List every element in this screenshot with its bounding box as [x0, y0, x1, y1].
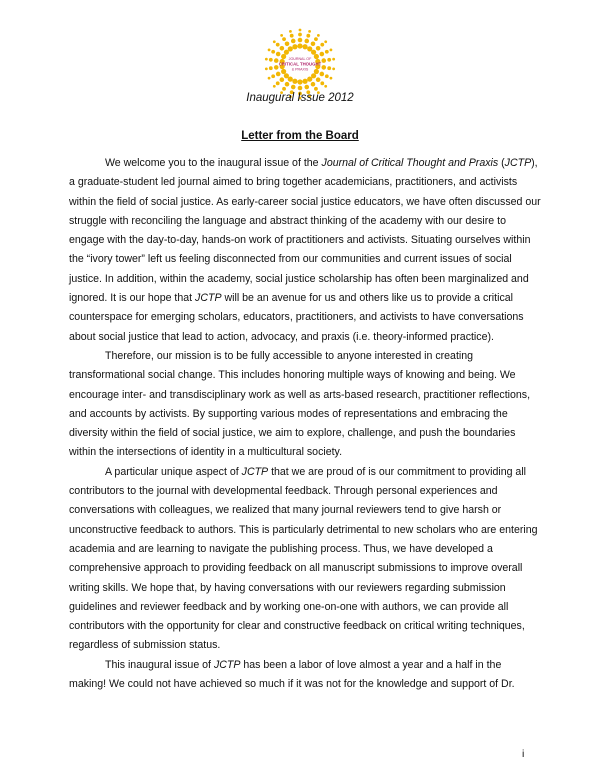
logo-ray-dot: [273, 40, 276, 43]
logo-ray-dot: [325, 74, 329, 78]
logo-ray-dot: [320, 43, 324, 47]
paragraph-text: (: [498, 157, 505, 169]
logo-ray-dot: [271, 50, 275, 54]
page-number: i: [522, 748, 525, 760]
logo-ray-dot: [314, 37, 318, 41]
logo-ray-dot: [292, 44, 297, 49]
logo-ray-dot: [332, 58, 335, 61]
logo-ray-dot: [276, 52, 281, 57]
italic-text: Journal of Critical Thought and Praxis: [321, 157, 499, 169]
journal-logo: [262, 24, 338, 100]
sunburst-logo-graphic: [262, 24, 338, 100]
logo-ray-dot: [332, 67, 335, 70]
logo-ray-dot: [265, 58, 268, 61]
paragraph-text: ), a graduate-student led journal aimed to bring together academicians, practitioners, and activists within the field of social justice. As early-career social justice educators, we have often discussed our struggle with reconciling the language and abstract thinking of the academy with our desire to engage with the day-to-day, hands-on work of practitioners and activists. Situating ourselves within the “ivory tower” left us feeling disconnected from our communities and current issues of social justice. In addition, within the academy, social justice scholarship has often been marginalized and ignored. It is our hope that: [69, 157, 541, 305]
logo-ray-dot: [281, 69, 286, 74]
logo-ray-dot: [282, 37, 286, 41]
logo-ray-dot: [324, 85, 327, 88]
logo-ray-dot: [320, 52, 325, 57]
logo-ray-dot: [314, 54, 319, 59]
letter-body: [69, 154, 541, 694]
logo-ray-dot: [289, 30, 292, 33]
logo-ray-dot: [311, 82, 316, 87]
paragraph-text: that we are proud of is our commitment to providing all contributors to the journal with developmental feedback. Through personal experiences and conversations with colleagues, we realized that many journal reviewers tend to give harsh or unconstructive feedback to authors. This is particularly detrimental to new scholars who are entering academia and are learning to navigate the publishing process. Thus, we have developed a comprehensive approach to providing feedback on all manuscript submissions to improve overall writing skills. We hope that, by having conversations with our reviewers regarding submission guidelines and reviewer feedback and by working one-on-one with authors, we can provide all contributors with the opportunity for clear and constructive feedback on critical writing techniques, regardless of submission status.: [69, 465, 538, 652]
logo-text-line-3: & PRAXIS: [291, 67, 309, 72]
logo-ray-dot: [285, 82, 290, 87]
logo-ray-dot: [311, 42, 316, 47]
paragraph: [69, 463, 541, 656]
logo-ray-dot: [320, 72, 325, 77]
logo-ray-dot: [282, 87, 286, 91]
logo-ray-dot: [276, 43, 280, 47]
logo-ray-dot: [269, 58, 273, 62]
paragraph-text: This inaugural issue of: [105, 658, 214, 671]
logo-ray-dot: [280, 34, 283, 37]
logo-ray-dot: [327, 66, 331, 70]
logo-ray-dot: [276, 81, 280, 85]
italic-text: JCTP: [504, 157, 532, 169]
logo-ray-dot: [284, 73, 289, 78]
italic-text: JCTP: [213, 658, 241, 671]
paragraph-text: A particular unique aspect of: [105, 465, 242, 478]
logo-ray-dot: [268, 48, 271, 51]
logo-ray-dot: [330, 48, 333, 51]
italic-text: JCTP: [241, 465, 269, 478]
logo-ray-dot: [302, 44, 307, 49]
logo-ray-dot: [314, 87, 318, 91]
logo-ray-dot: [281, 54, 286, 59]
logo-ray-dot: [276, 72, 281, 77]
logo-ray-dot: [316, 46, 321, 51]
paragraph: [69, 656, 541, 695]
logo-ray-dot: [316, 77, 321, 82]
logo-ray-dot: [280, 77, 285, 82]
logo-ray-dot: [308, 30, 311, 33]
logo-ray-dot: [265, 67, 268, 70]
logo-ray-dot: [269, 66, 273, 70]
logo-ray-dot: [298, 38, 303, 43]
logo-ray-dot: [306, 34, 310, 38]
logo-ray-dot: [292, 79, 297, 84]
logo-ray-dot: [273, 85, 276, 88]
logo-ray-dot: [321, 65, 326, 70]
paragraph-text: will be an avenue for us and others like us to provide a critical counterspace for emerging scholars, educators, practitioners, and activists to have conversations about social justice that lead to action, advocacy, and praxis (i.e. theory-informed practice).: [69, 292, 524, 343]
italic-text: JCTP: [195, 292, 222, 305]
logo-ray-dot: [285, 42, 290, 47]
logo-ray-dot: [320, 81, 324, 85]
logo-ray-dot: [311, 50, 316, 55]
logo-ray-dot: [327, 58, 331, 62]
logo-ray-dot: [297, 43, 302, 48]
logo-ray-dot: [297, 79, 302, 84]
logo-ray-dot: [317, 34, 320, 37]
logo-ray-dot: [268, 77, 271, 80]
logo-ray-dot: [291, 85, 296, 90]
paragraph: [69, 347, 541, 463]
logo-ray-dot: [304, 39, 309, 44]
logo-ray-dot: [291, 39, 296, 44]
logo-text-line-1: JOURNAL OF: [288, 57, 312, 61]
logo-ray-dot: [307, 77, 312, 82]
logo-text-line-2: CRITICAL THOUGHT: [278, 61, 322, 67]
logo-ray-dot: [314, 69, 319, 74]
paragraph-text: We welcome you to the inaugural issue of the: [105, 157, 322, 169]
logo-ray-dot: [302, 79, 307, 84]
logo-ray-dot: [321, 58, 326, 63]
logo-ray-dot: [324, 40, 327, 43]
logo-ray-dot: [298, 86, 303, 91]
paragraph: [69, 154, 541, 347]
logo-ray-dot: [290, 34, 294, 38]
logo-ray-dot: [298, 33, 302, 37]
logo-ray-dot: [288, 46, 293, 51]
logo-ray-dot: [304, 85, 309, 90]
logo-ray-dot: [299, 29, 302, 32]
paragraph-text: has been a labor of love almost a year and a half in the making! We could not have achieved so much if it was not for the knowledge and support of Dr.: [69, 658, 515, 691]
logo-ray-dot: [280, 46, 285, 51]
logo-ray-dot: [325, 50, 329, 54]
letter-title: Letter from the Board: [241, 130, 359, 142]
logo-ray-dot: [330, 77, 333, 80]
issue-label: Inaugural Issue 2012: [246, 92, 354, 104]
logo-ray-dot: [271, 74, 275, 78]
paragraph-text: Therefore, our mission is to be fully accessible to anyone interested in creating transformational social change. This includes honoring multiple ways of knowing and being. We encourage inter- and transdisciplinary work as well as arts-based research, practitioner reflections, and accounts by activists. By supporting various modes of representations and embracing the diversity within the field of social justice, we aim to explore, challenge, and push the boundaries within the intersections of identity in a multicultural society.: [69, 349, 531, 459]
